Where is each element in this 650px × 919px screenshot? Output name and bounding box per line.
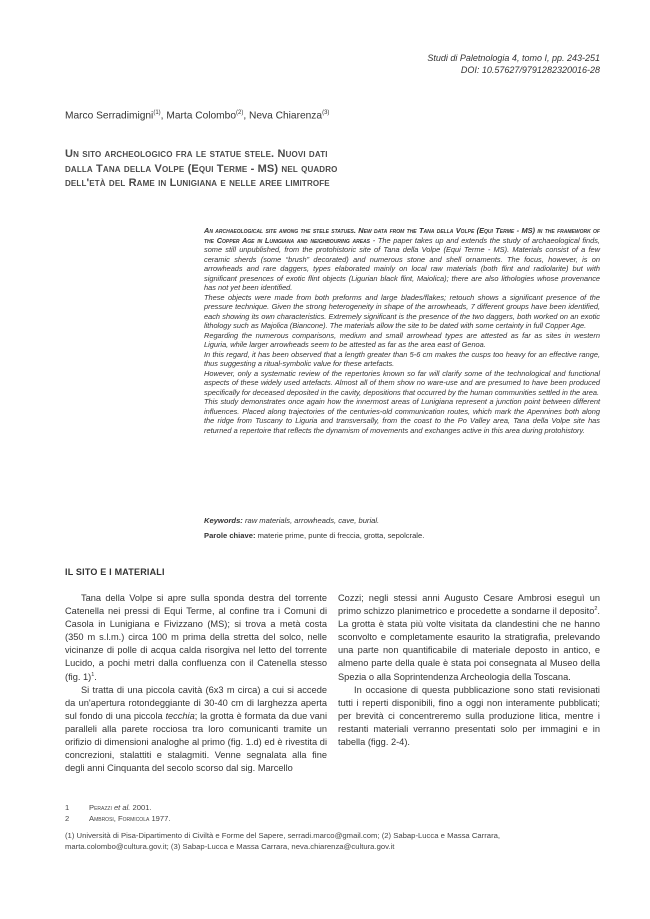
abstract-paragraph: However, only a systematic review of the repertories known so far will clarify some of the technological and functional aspects of these widely used artefacts. Almost all of them show no ware-use and are presumed to have been produced specifically for deceased deposited in the cavity, depositions that occurred by the human communities settled in the area. — [204, 368, 600, 397]
journal-citation: Studi di Paletnologia 4, tomo I, pp. 243-251 — [427, 53, 600, 63]
author-affil-ref: (1) — [153, 110, 161, 116]
footnote-text: Perazzi et al. 2001. — [89, 803, 152, 812]
abstract-paragraph: An archaeological site among the stele statues. New data from the Tana della Volpe (Equi Terme - MS) in the framework of the Copper Age in Lunigiana and neighbouring areas - The paper takes up and extends the study of archaeological finds, some still unpublished, from the protohistoric site of Tana della Volpe (Equi Terme - MS). Materials consist of a few ceramic sherds (some “brush” decorated) and numerous stone and shell ornaments. The focus, however, is on arrowheads and rare daggers, types elaborated mainly on local raw materials (both flint and radiolarite) but with significant presences of exotic flint objects (Ligurian black flint, Maiolica); there are also lithologies whose provenance has not yet been identified. — [204, 226, 600, 292]
section-heading: IL SITO E I MATERIALI — [65, 567, 165, 577]
body-paragraph: Si tratta di una piccola cavità (6x3 m circa) a cui si accede da un'apertura rotondeggiante di 30-40 cm di larghezza aperta sul fondo di una piccola tecchia; la grotta è formata da due vani paralleli alla parete rocciosa tra loro comunicanti tramite un orifizio di dimensioni analoghe al primo (fig. 1.d) ed è rivestita di concrezioni, stalattiti e stalagmiti. Venne segnalata alla fine degli anni Cinquanta del secolo scorso dal sig. Marcello — [65, 684, 328, 774]
title-line: Un sito archeologico fra le statue stele. Nuovi dati — [65, 148, 328, 160]
abstract — [204, 226, 600, 435]
body-paragraph: In occasione di questa pubblicazione sono stati revisionati tutti i reperti disponibili, fino a oggi non interamente pubblicati; per brevità ci concentreremo sulla produzione litica, mentre i restanti materiali verranno presentati solo per immagini e in tabella (figg. 2-4). — [338, 684, 600, 748]
abstract-english-title: An archaeological site among the stele statues. New data from the Tana della Volpe (Equi Terme - MS) in the framework of the Copper Age in Lunigiana and neighbouring areas — [204, 226, 600, 245]
title-line: dalla Tana della Volpe (Equi Terme - MS) nel quadro — [65, 162, 338, 175]
author-affil-ref: (3) — [322, 110, 330, 116]
abstract-paragraph: These objects were made from both preforms and large blades/flakes; retouch shows a significant presence of the pressure technique. Given the strong heterogeneity in shape of the arrowheads, 7 different groups have been identified, each showing its own characteristics. Extremely significant is the presence of the two daggers, both worked on an exotic lithology such as Majolica (Biancone). The materials allow the site to be dated with some certainty in full Copper Age. — [204, 292, 600, 330]
keywords-label: Keywords: — [204, 516, 243, 525]
body-paragraph: Tana della Volpe si apre sulla sponda destra del torrente Catenella nei pressi di Equi Terme, al confine tra i Comuni di Casola in Lunigiana e Fivizzano (MS); si trova a metà costa (350 m s.l.m.) circa 100 m prima della stretta del solco, nelle vicinanze di polle di acqua calda risorgiva nel letto del torrente Lucido, a pochi metri dalla confluenza con il Catenella stesso (fig. 1)$^1$. — [65, 593, 327, 682]
author-affiliations: (1) Università di Pisa-Dipartimento di Civiltà e Forme del Sapere, serradi.marco@gmail.com; (2) Sabap-Lucca e Massa Carrara, marta.colombo@cultura.gov.it; (3) Sabap-Lucca e Massa Carrara, neva.chiarenza@cultura.gov.it — [65, 831, 501, 851]
parole-chiave-label: Parole chiave: — [204, 531, 256, 540]
footnote-ref: 1 — [91, 671, 95, 678]
footnote-number: 2 — [65, 814, 70, 823]
journal-header — [427, 53, 600, 76]
footnote-text: Ambrosi, Formicola 1977. — [89, 814, 171, 823]
footnotes — [65, 802, 170, 824]
abstract-paragraph: Regarding the numerous comparisons, medium and small arrowhead types are attested as far as sites in western Liguria, while larger arrowheads seem to be attested as far as the area east of Genoa. — [204, 330, 600, 349]
footnote-number: 1 — [65, 803, 70, 812]
abstract-paragraph: This study demonstrates once again how the innermost areas of Lunigiana represent a junction point between different influences. Placed along trajectories of the centuries-old communication routes, which mark the Apennines both along the ridge from Tuscany to Liguria and transversally, from the coast to the Po Valley area, Tana della Volpe site has returned a repertoire that reflects the dynamism of movements and exchanges active in this area during protohistory. — [204, 397, 600, 435]
footnote — [65, 802, 170, 813]
footnote-ref: 2 — [594, 606, 598, 613]
journal-doi: DOI: 10.57627/9791282320016-28 — [460, 64, 600, 75]
footnote — [65, 813, 170, 824]
author-name: Neva Chiarenza — [249, 110, 323, 122]
keywords — [204, 516, 600, 525]
keywords-text: raw materials, arrowheads, cave, burial. — [242, 516, 380, 525]
author-list: Marco Serradimigni$^{(1)}$, Marta Colombo$^{(2)}$, Neva Chiarenza$^{(3)}$ — [65, 110, 330, 122]
author-name: Marta Colombo — [166, 110, 236, 122]
title-line: dell'età del Rame in Lunigiana e nelle aree limitrofe — [65, 177, 330, 189]
author-name: Marco Serradimigni — [65, 110, 154, 122]
author-affil-ref: (2) — [236, 110, 244, 116]
body-paragraph: Cozzi; negli stessi anni Augusto Cesare Ambrosi eseguì un primo schizzo planimetrico e procedette a sondarne il deposito$^2$. La grotta è stata più volte visitata da clandestini che ne hanno sconvolto e completamente esaurito la stratigrafia, prelevando una parte non quantificabile di materiale deposto in antico, e almeno parte della quale è stata poi consegnata al Museo della Spezia o alla Soprintendenza Archeologia della Toscana. — [338, 593, 600, 682]
parole-chiave — [204, 531, 600, 540]
paper-title — [65, 147, 365, 191]
parole-chiave-text: materie prime, punte di freccia, grotta, sepolcrale. — [255, 531, 425, 540]
body-column-left — [65, 592, 327, 775]
abstract-paragraph: In this regard, it has been observed that a length greater than 5-6 cm makes the cusps too heavy for an effective range, thus suggesting a ritual-symbolic value for these artefacts. — [204, 349, 600, 368]
body-column-right — [338, 592, 600, 749]
